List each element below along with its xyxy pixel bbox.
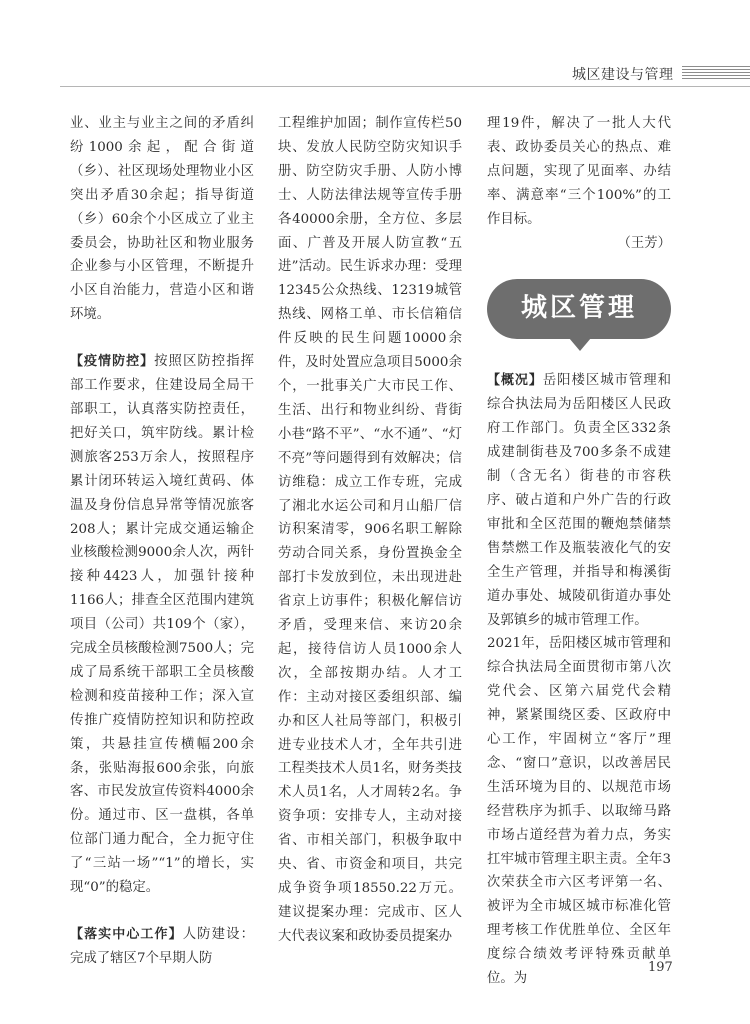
paragraph-central-work bbox=[70, 923, 254, 971]
paragraph-civil-defense: 工程维护加固；制作宣传栏50块、发放人民防空防灾知识手册、防空防灾手册、人防小博士、人防法律法规等宣传手册各40000余册，全方位、多层面、广普及开展人防宣教“五进”活动。民生诉求办理：受理12345公众热线、12319城管热线、网格工单、市长信箱信件反映的民生问题10000余件，及时处置应急项目5000余个，一批事关广大市民工作、生活、出行和物业纠纷、背街小巷“路不平”、“水不通”、“灯不亮”等问题得到有效解决；信访维稳：成立工作专班，完成了湘北水运公司和月山船厂信访积案清零，906名职工解除劳动合同关系，身份置换金全部打卡发放到位，未出现进赴省京上访事件；积极化解信访矛盾，受理来信、来访20余起，接待信访人员1000余人次，全部按期办结。人才工作：主动对接区委组织部、编办和区人社局等部门，积极引进专业技术人才，全年共引进工程类技术人员1名，财务类技术人员1名，人才周转2名。争资争项：安排专人，主动对接省、市相关部门，积极争取中央、省、市资金和项目，共完成争资争项18550.22万元。建议提案办理：完成市、区人大代表议案和政协委员提案办 bbox=[278, 116, 462, 944]
section-heading-overview: 【概况】 bbox=[487, 373, 543, 389]
column-left bbox=[70, 112, 254, 971]
page-number: 197 bbox=[648, 960, 673, 975]
paragraph-overview bbox=[487, 369, 671, 632]
section-banner-title: 城区管理 bbox=[520, 293, 637, 324]
paragraph-body: 岳阳楼区城市管理和综合执法局为岳阳楼区人民政府工作部门。负责全区332条成建制街巷及700多条不成建制（含无名）街巷的市容秩序、破占道和户外广告的行政审批和全区范围的鞭炮禁储禁售禁燃工作及瓶装液化气的安全生产管理，并指导和梅溪街道办事处、城陵矶街道办事处及郭镇乡的城市管理工作。 bbox=[487, 373, 671, 628]
section-heading-central-work: 【落实中心工作】 bbox=[70, 927, 183, 942]
paragraph-2021-summary: 2021年，岳阳楼区城市管理和综合执法局全面贯彻市第八次党代会、区第六届党代会精神，紧紧围绕区委、区政府中心工作，牢固树立“客厅”理念、“窗口”意识，以改善居民生活环境为目的、以规范市场经营秩序为抓手、以取缔马路市场占道经营为着力点，务实扛牢城市管理主职主责。全年3次荣获全市六区考评第一名、被评为全市城区城市标准化管理考核工作优胜单位、全区年度综合绩效考评特殊贡献单位。为 bbox=[487, 636, 671, 987]
paragraph-proposals: 理19件，解决了一批人大代表、政协委员关心的热点、难点问题，实现了见面率、办结率、满意率“三个100%”的工作目标。 bbox=[487, 116, 671, 227]
section-heading-epidemic: 【疫情防控】 bbox=[70, 354, 155, 370]
paragraph-body: 人防建设：完成了辖区7个早期人防 bbox=[70, 927, 254, 966]
section-banner bbox=[487, 279, 671, 339]
paragraph-epidemic-control bbox=[70, 350, 254, 900]
paragraph-property-disputes: 业、业主与业主之间的矛盾纠纷1000余起，配合街道（乡）、社区现场处理物业小区突出矛盾30余起；指导街道（乡）60余个小区成立了业主委员会，协助社区和物业服务企业参与小区管理，不断提升小区自治能力，营造小区和谐环境。 bbox=[70, 116, 254, 323]
header-rule bbox=[60, 86, 750, 87]
running-header-title: 城区建设与管理 bbox=[572, 67, 674, 83]
column-right bbox=[487, 112, 671, 991]
banner-pointer bbox=[569, 338, 591, 351]
author-credit: （王芳） bbox=[617, 235, 671, 251]
column-middle bbox=[278, 112, 462, 949]
header-decorative-lines bbox=[682, 66, 750, 80]
paragraph-body: 按照区防控指挥部工作要求，住建设局全局干部职工，认真落实防控责任，把好关口，筑牢防线。累计检测旅客253万余人，按照程序累计闭环转运入境红黄码、体温及身份信息异常等情况旅客208人；累计完成交通运输企业核酸检测9000余人次，两针接种4423人，加强针接种1166人；排查全区范围内建筑项目（公司）共109个（家），完成全员核酸检测7500人；完成了局系统干部职工全员核酸检测和疫苗接种工作；深入宣传推广疫情防控知识和防控政策，共悬挂宣传横幅200余条，张贴海报600余张，向旅客、市民发放宣传资料4000余份。通过市、区一盘棋，各单位部门通力配合，全力扼守住了“三站一场”“1”的增长，实现“0”的稳定。 bbox=[70, 354, 254, 896]
